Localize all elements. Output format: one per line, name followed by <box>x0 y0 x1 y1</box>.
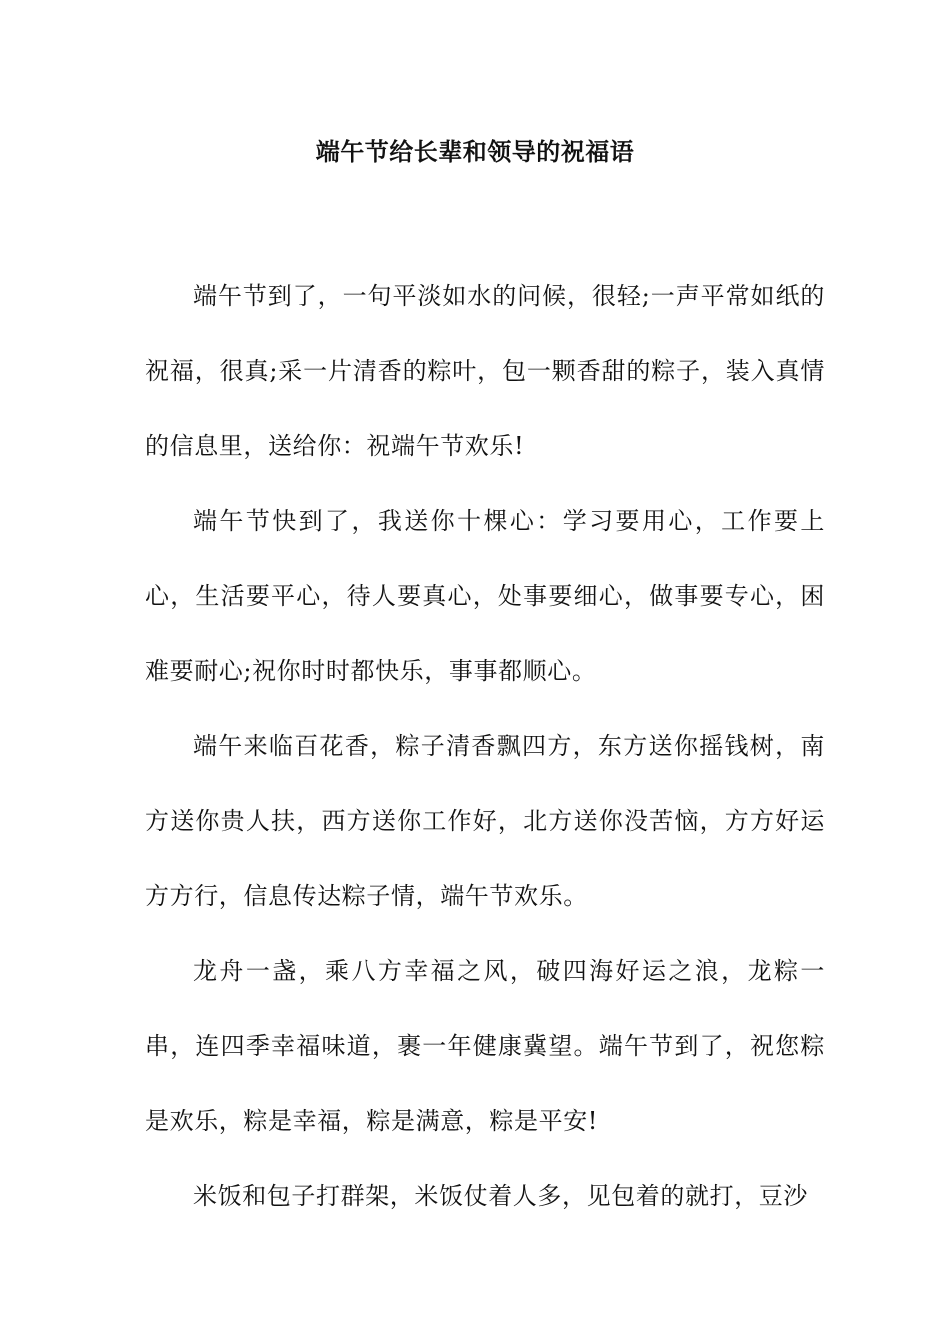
document-title: 端午节给长辈和领导的祝福语 <box>315 137 635 166</box>
paragraph: 端午节快到了，我送你十棵心：学习要用心，工作要上心，生活要平心，待人要真心，处事要细心，做事要专心，困难要耐心;祝你时时都快乐，事事都顺心。 <box>145 507 825 685</box>
document-body <box>145 259 825 1234</box>
paragraph: 龙舟一盏，乘八方幸福之风，破四海好运之浪，龙粽一串，连四季幸福味道，裹一年健康冀望。端午节到了，祝您粽是欢乐，粽是幸福，粽是满意，粽是平安! <box>145 957 825 1135</box>
paragraph: 端午节到了，一句平淡如水的问候，很轻;一声平常如纸的祝福，很真;采一片清香的粽叶，包一颗香甜的粽子，装入真情的信息里，送给你：祝端午节欢乐! <box>145 282 825 460</box>
paragraph: 端午来临百花香，粽子清香飘四方，东方送你摇钱树，南方送你贵人扶，西方送你工作好，北方送你没苦恼，方方好运方方行，信息传达粽子情，端午节欢乐。 <box>145 732 825 910</box>
paragraph: 米饭和包子打群架，米饭仗着人多，见包着的就打，豆沙 <box>193 1182 808 1210</box>
